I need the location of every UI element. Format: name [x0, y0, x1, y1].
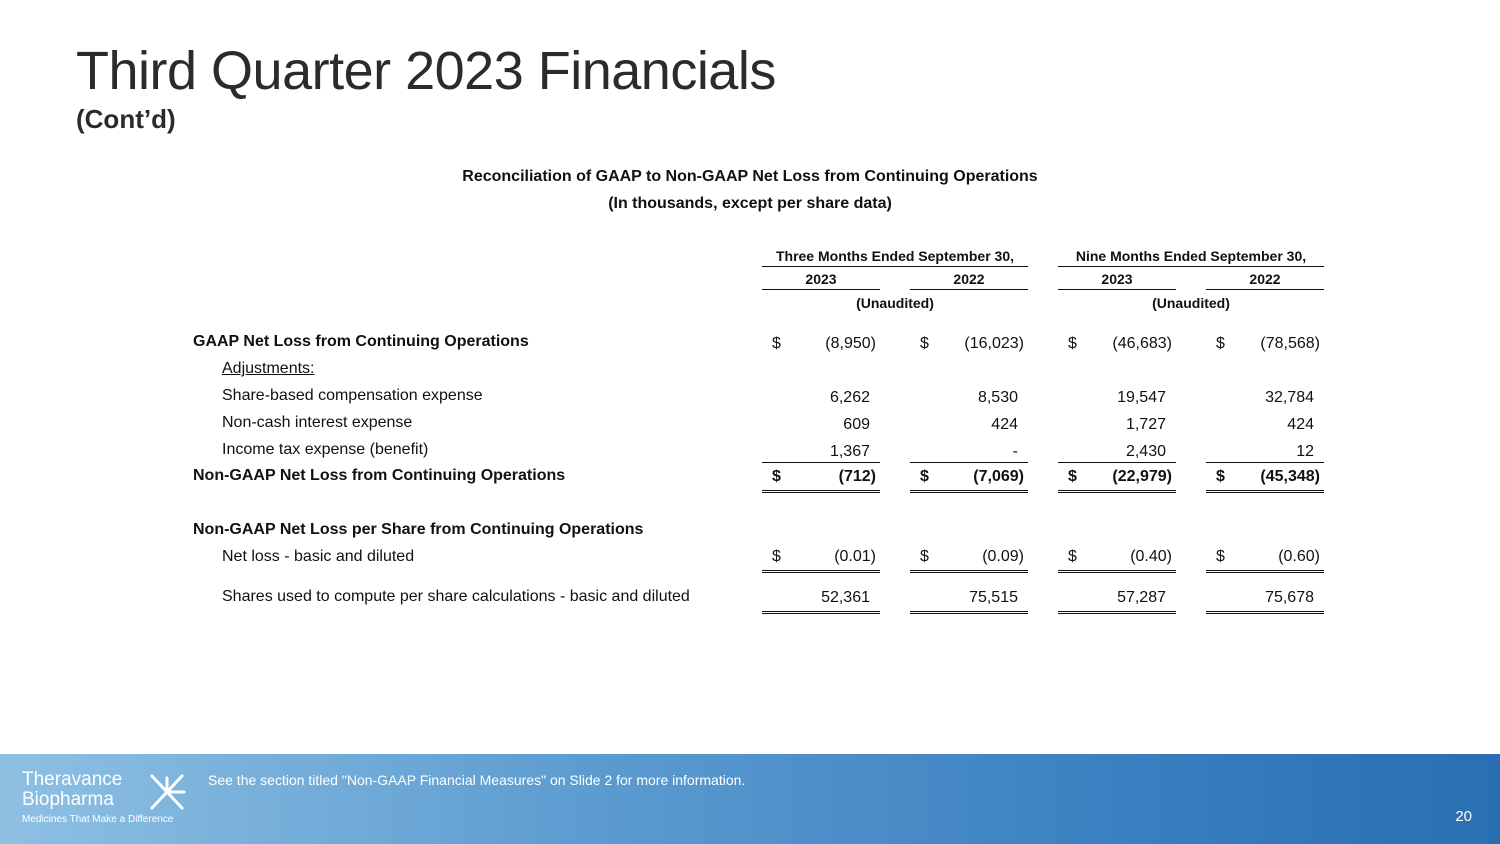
- year-header: 2022: [1249, 271, 1281, 287]
- row-label-gaap-net-loss: GAAP Net Loss from Continuing Operations: [193, 333, 529, 350]
- table-cell: $ (78,568): [1216, 335, 1320, 352]
- group-underline: [1058, 266, 1324, 267]
- table-cell: $ (8,950): [772, 335, 876, 352]
- starburst-logo-icon: [148, 772, 186, 812]
- table-cell: $ (7,069): [910, 462, 1028, 493]
- table-cell: $ (0.40): [1058, 548, 1176, 573]
- year-underline: [910, 289, 1028, 290]
- table-cell: 1,727: [1125, 416, 1166, 433]
- year-header: 2022: [953, 271, 985, 287]
- company-logo: Theravance Biopharma Medicines That Make a Difference: [22, 769, 174, 825]
- table-cell: $ (712): [762, 462, 880, 493]
- table-cell: $ (16,023): [920, 335, 1024, 352]
- table-subtitle: (In thousands, except per share data): [608, 195, 892, 212]
- table-cell: 8,530: [977, 389, 1018, 406]
- group-header-nine-months: Nine Months Ended September 30,: [1075, 248, 1307, 264]
- year-header: 2023: [1101, 271, 1133, 287]
- footer-bar: [0, 754, 1500, 844]
- unaudited-label: (Unaudited): [856, 295, 934, 311]
- table-cell: -: [1012, 443, 1018, 460]
- slide-title: Third Quarter 2023 Financials: [76, 41, 776, 101]
- table-cell: $ (0.09): [910, 548, 1028, 573]
- table-cell: $ (22,979): [1058, 462, 1176, 493]
- row-label-net-loss-basic-diluted: Net loss - basic and diluted: [222, 548, 415, 565]
- table-cell: 57,287: [1058, 589, 1176, 614]
- unaudited-label: (Unaudited): [1152, 295, 1230, 311]
- row-label-income-tax: Income tax expense (benefit): [222, 441, 429, 458]
- page-number: 20: [1455, 808, 1472, 825]
- row-label-share-based-comp: Share-based compensation expense: [222, 387, 483, 404]
- year-underline: [1058, 289, 1176, 290]
- row-label-non-gaap-net-loss: Non-GAAP Net Loss from Continuing Operations: [193, 467, 566, 484]
- table-cell: 12: [1296, 443, 1314, 460]
- table-cell: $ (0.01): [762, 548, 880, 573]
- table-cell: 1,367: [829, 443, 870, 460]
- table-cell: 32,784: [1265, 389, 1314, 406]
- table-cell: 424: [1287, 416, 1314, 433]
- table-cell: 75,515: [910, 589, 1028, 614]
- table-cell: $ (46,683): [1068, 335, 1172, 352]
- table-cell: 75,678: [1206, 589, 1324, 614]
- group-header-three-months: Three Months Ended September 30,: [775, 248, 1015, 264]
- table-cell: $ (0.60): [1206, 548, 1324, 573]
- table-cell: 52,361: [762, 589, 880, 614]
- table-cell: 424: [991, 416, 1018, 433]
- table-cell: 19,547: [1117, 389, 1166, 406]
- table-cell: $ (45,348): [1206, 462, 1324, 493]
- table-cell: 6,262: [829, 389, 870, 406]
- group-underline: [762, 266, 1028, 267]
- row-label-per-share-header: Non-GAAP Net Loss per Share from Continuing Operations: [193, 521, 644, 538]
- table-title: Reconciliation of GAAP to Non-GAAP Net Loss from Continuing Operations: [462, 168, 1038, 185]
- slide-subtitle: (Cont’d): [76, 104, 176, 134]
- row-label-shares-used: Shares used to compute per share calculations - basic and diluted: [222, 588, 690, 605]
- footnote: See the section titled "Non-GAAP Financial Measures" on Slide 2 for more information.: [208, 772, 746, 788]
- table-cell: 609: [843, 416, 870, 433]
- row-label-non-cash-interest: Non-cash interest expense: [222, 414, 413, 431]
- row-label-adjustments: Adjustments:: [222, 360, 315, 377]
- table-cell: 2,430: [1125, 443, 1166, 460]
- year-underline: [762, 289, 880, 290]
- year-underline: [1206, 289, 1324, 290]
- year-header: 2023: [805, 271, 837, 287]
